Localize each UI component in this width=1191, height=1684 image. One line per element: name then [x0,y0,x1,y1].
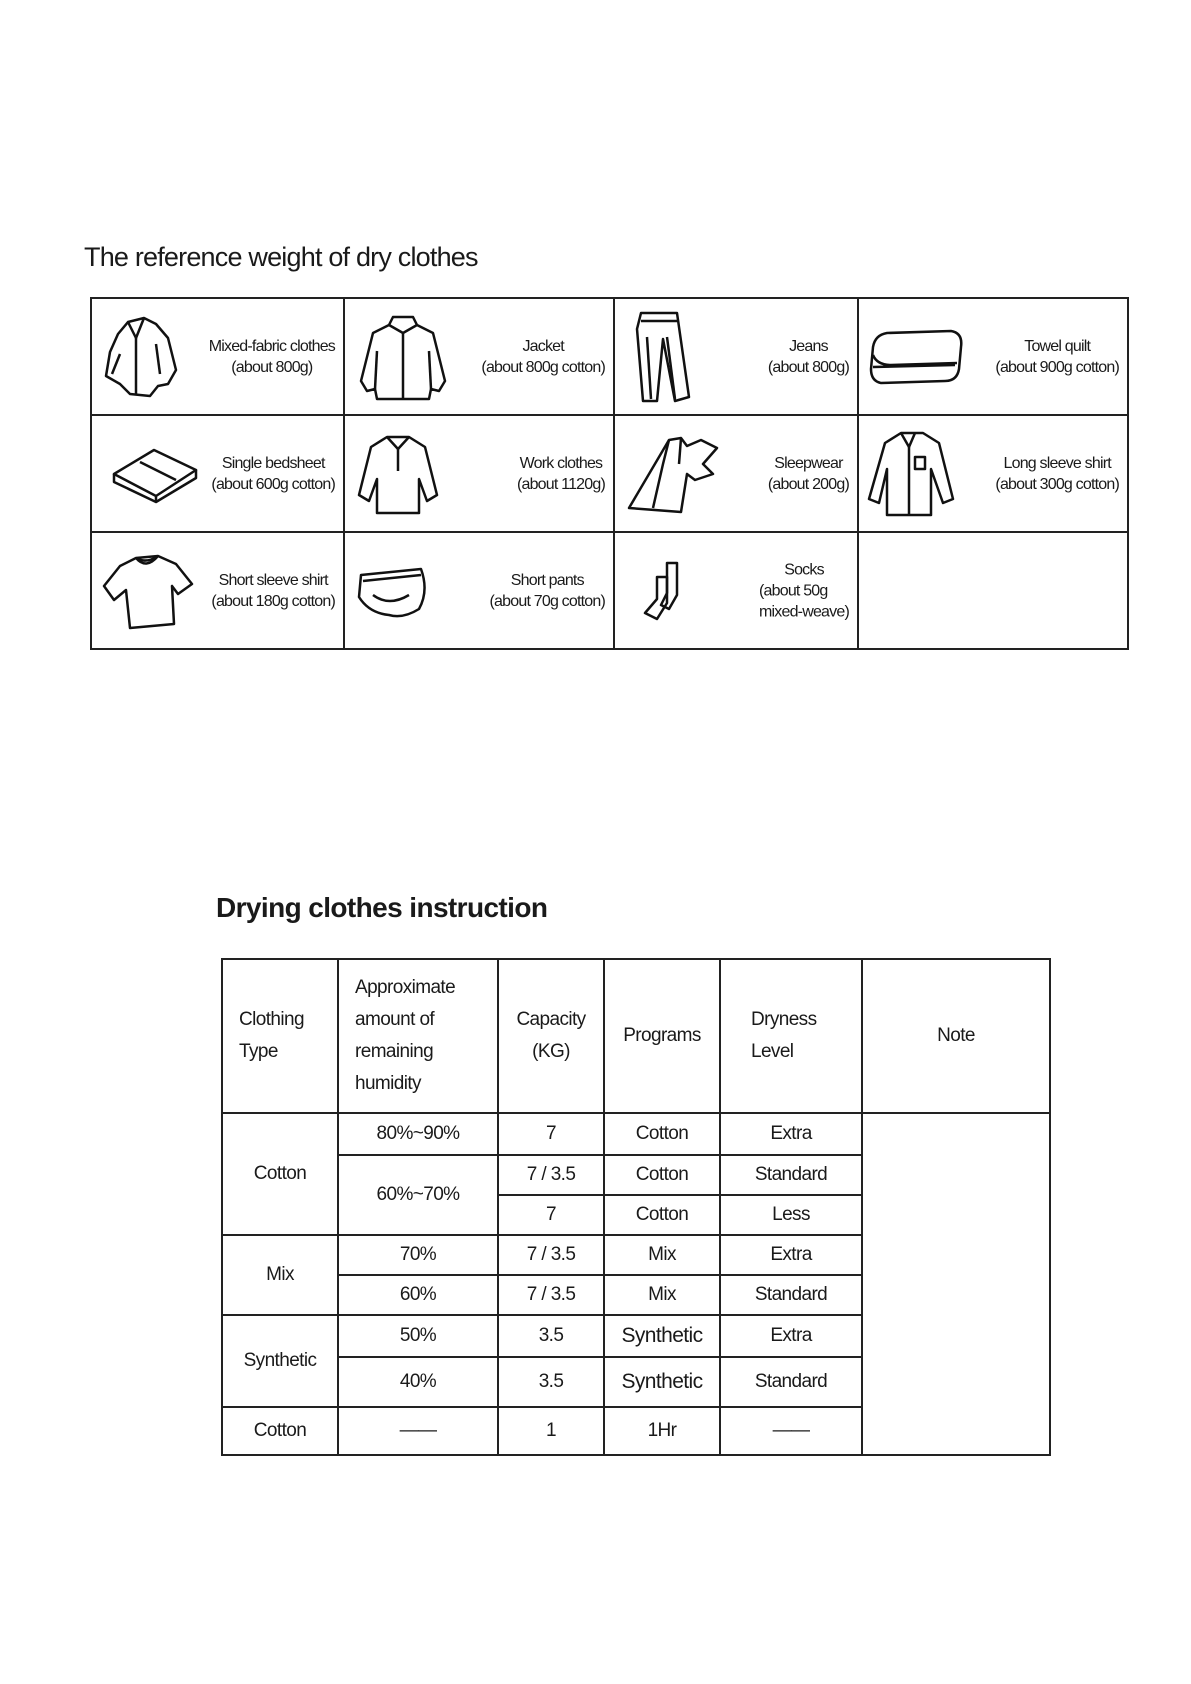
item-name: Sleepwear [774,454,843,472]
reference-cell [91,415,344,532]
capacity-cell: 7 / 3.5 [498,1275,604,1315]
dryness-cell: Extra [720,1315,862,1357]
humidity-cell: —— [338,1407,498,1455]
capacity-cell: 1 [498,1407,604,1455]
dryness-cell: Standard [720,1357,862,1407]
reference-cell [91,532,344,649]
short-sleeve-shirt-icon [100,550,196,632]
short-pants-icon [353,561,433,621]
header-note: Note [862,959,1050,1113]
humidity-cell: 70% [338,1235,498,1275]
item-weight: (about 600g cotton) [211,475,335,493]
item-weight: (about 300g cotton) [995,475,1119,493]
humidity-cell: 80%~90% [338,1113,498,1155]
reference-cell [344,532,614,649]
header-programs: Programs [604,959,720,1113]
item-weight: (about 800g cotton) [481,358,605,376]
note-cell [862,1113,1050,1455]
group-mix: Mix [222,1235,338,1315]
reference-weight-grid [90,297,1129,650]
item-weight: (about 180g cotton) [211,592,335,610]
drying-instruction-title: Drying clothes instruction [216,892,548,923]
item-name: Single bedsheet [221,454,325,472]
program-cell: Synthetic [604,1315,720,1357]
capacity-cell: 7 / 3.5 [498,1155,604,1195]
program-cell: Mix [604,1275,720,1315]
humidity-cell: 60% [338,1275,498,1315]
item-weight: (about 800g) [231,358,313,376]
header-clothing-type: Clothing Type [222,959,338,1113]
towel-quilt-icon [867,325,967,389]
long-sleeve-shirt-icon [867,429,957,519]
humidity-cell: 60%~70% [338,1155,498,1235]
item-weight: (about 900g cotton) [995,358,1119,376]
item-weight: (about 1120g) [516,475,605,493]
dryness-cell: Standard [720,1155,862,1195]
dryness-cell: Less [720,1195,862,1235]
capacity-cell: 7 [498,1113,604,1155]
item-name: Short sleeve shirt [218,571,328,589]
group-cotton-2: Cotton [222,1407,338,1455]
item-weight: (about 200g) [767,475,849,493]
item-name: Mixed-fabric clothes [208,337,335,355]
reference-weight-title: The reference weight of dry clothes [84,242,478,272]
header-humidity: Approximate amount of remaining humidity [338,959,498,1113]
item-name: Socks [784,561,824,578]
capacity-cell: 3.5 [498,1315,604,1357]
program-cell: Cotton [604,1195,720,1235]
item-name: Towel quilt [1024,337,1091,355]
reference-cell [614,532,858,649]
group-cotton: Cotton [222,1113,338,1235]
header-dryness: Dryness Level [720,959,862,1113]
item-weight: (about 50g [759,582,828,599]
reference-cell [614,415,858,532]
reference-cell [858,298,1128,415]
program-cell: Cotton [604,1113,720,1155]
capacity-cell: 7 / 3.5 [498,1235,604,1275]
item-name: Work clothes [519,454,603,472]
capacity-cell: 7 [498,1195,604,1235]
sleepwear-icon [623,434,723,514]
empty-cell [858,532,1128,649]
item-weight: (about 800g) [767,358,849,376]
reference-cell [91,298,344,415]
item-name: Jacket [522,337,564,355]
table-row [222,1113,1050,1155]
reference-cell [858,415,1128,532]
dryness-cell: Standard [720,1275,862,1315]
item-weight-line2: mixed-weave) [759,603,849,620]
bedsheet-icon [100,444,200,504]
program-cell: Mix [604,1235,720,1275]
reference-cell [614,298,858,415]
item-name: Jeans [789,337,828,355]
item-name: Long sleeve shirt [1003,454,1111,472]
jacket-icon [353,311,453,403]
jeans-icon [623,309,703,405]
socks-icon [623,559,703,623]
group-synthetic: Synthetic [222,1315,338,1407]
item-weight: (about 70g cotton) [489,592,605,610]
program-cell: Synthetic [604,1357,720,1407]
program-cell: Cotton [604,1155,720,1195]
reference-cell [344,298,614,415]
reference-cell [344,415,614,532]
work-clothes-icon [353,431,443,517]
item-name: Short pants [510,571,584,589]
drying-instruction-table [221,958,1051,1456]
dryness-cell: Extra [720,1113,862,1155]
dryness-cell: Extra [720,1235,862,1275]
humidity-cell: 50% [338,1315,498,1357]
header-capacity: Capacity (KG) [498,959,604,1113]
humidity-cell: 40% [338,1357,498,1407]
program-cell: 1Hr [604,1407,720,1455]
dryness-cell: —— [720,1407,862,1455]
capacity-cell: 3.5 [498,1357,604,1407]
mixed-fabric-clothes-icon [100,314,180,400]
